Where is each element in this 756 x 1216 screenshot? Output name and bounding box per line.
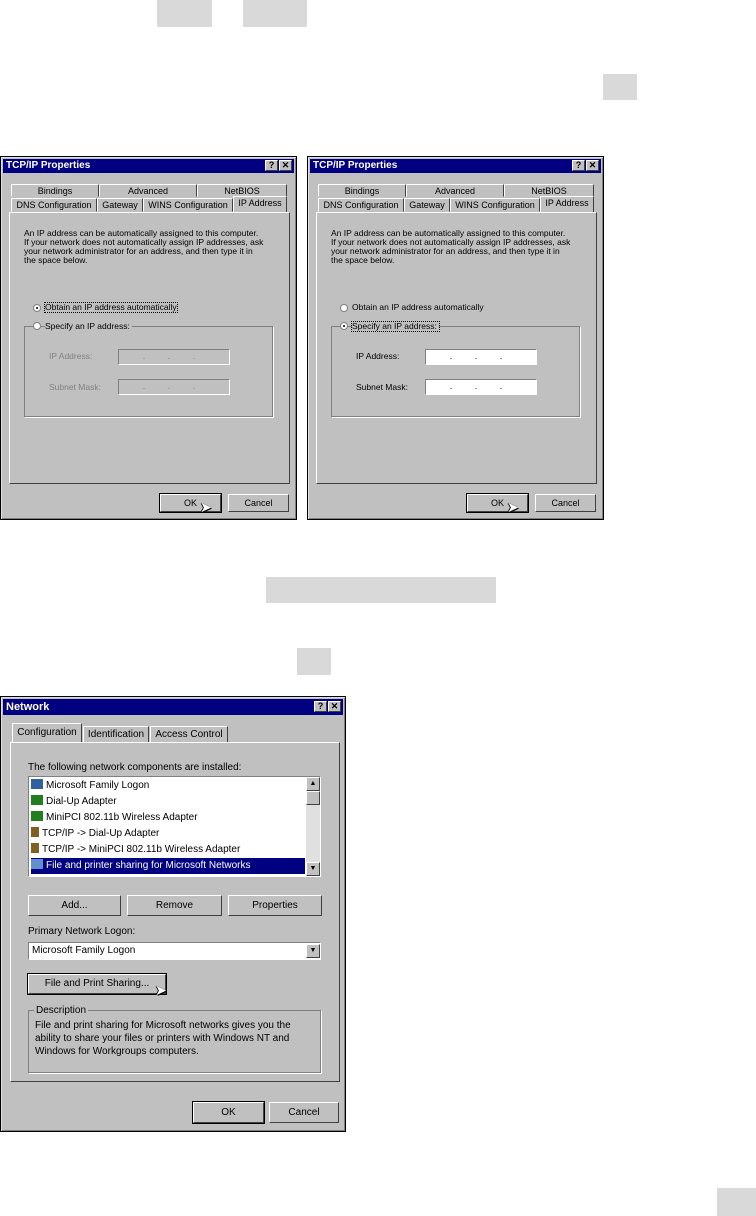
description-line-3: Windows for Workgroups computers. [35,1046,199,1057]
protocol-icon [31,843,39,853]
ok-button[interactable]: OK [193,1102,264,1123]
info-line-3: your network administrator for an address, and then type it in [24,246,253,256]
description-label: Description [36,1005,87,1016]
subnet-mask-label: Subnet Mask: [356,382,408,392]
radio-obtain-auto-label[interactable]: Obtain an IP address automatically [352,302,484,312]
info-line-1: An IP address can be automatically assigned to this computer. [24,228,259,238]
info-line-4: the space below. [24,255,88,265]
tab-ip-address[interactable]: IP Address [540,196,594,213]
highlight-3 [603,74,637,100]
radio-obtain-auto[interactable] [33,304,41,312]
mouse-pointer-icon: ➤ [507,499,519,515]
highlight-2 [243,0,307,27]
cancel-button[interactable]: Cancel [269,1102,339,1123]
radio-specify-ip-label[interactable]: Specify an IP address: [45,321,130,331]
adapter-icon [31,811,43,821]
tab-netbios[interactable]: NetBIOS [504,184,594,197]
radio-specify-ip[interactable] [340,322,348,330]
close-button[interactable]: ✕ [586,160,599,171]
tcpip-dialog-automatic [0,156,297,520]
scroll-up-icon[interactable]: ▲ [306,777,320,791]
ip-address-label: IP Address: [356,351,400,361]
highlight-4 [266,577,496,603]
mouse-pointer-icon: ➤ [155,982,167,998]
dialog-title: TCP/IP Properties [6,160,91,171]
mouse-pointer-icon: ➤ [200,499,212,515]
info-line-1: An IP address can be automatically assigned to this computer. [331,228,566,238]
remove-button[interactable]: Remove [127,895,222,916]
tcpip-dialog-specify [307,156,604,520]
tab-netbios[interactable]: NetBIOS [197,184,287,197]
title-bar [3,159,294,173]
close-button[interactable]: ✕ [328,701,341,712]
tab-access-control[interactable]: Access Control [150,726,228,743]
components-list[interactable] [28,776,321,877]
properties-button[interactable]: Properties [228,895,322,916]
components-label: The following network components are installed: [28,762,242,773]
scrollbar[interactable] [306,777,320,876]
title-bar [3,699,343,715]
network-dialog [0,696,346,1132]
list-item[interactable]: TCP/IP -> Dial-Up Adapter [31,826,305,842]
add-button[interactable]: Add... [28,895,121,916]
radio-specify-ip-label[interactable]: Specify an IP address: [352,321,437,331]
list-item[interactable]: Microsoft Family Logon [31,778,305,794]
tab-advanced[interactable]: Advanced [99,184,197,197]
ip-address-label: IP Address: [49,351,93,361]
ip-group [24,326,273,417]
info-line-4: the space below. [331,255,395,265]
primary-logon-label: Primary Network Logon: [28,926,136,937]
cancel-button[interactable]: Cancel [535,494,596,512]
help-button[interactable]: ? [572,160,585,171]
protocol-icon [31,827,39,837]
tab-configuration[interactable]: Configuration [12,723,82,743]
description-line-2: ability to share your files or printers with Windows NT and [35,1033,290,1044]
subnet-mask-field[interactable]: . . . [425,379,537,395]
dialog-title: Network [6,701,50,713]
radio-specify-ip[interactable] [33,322,41,330]
radio-obtain-auto[interactable] [340,304,348,312]
close-button[interactable]: ✕ [279,160,292,171]
list-item[interactable]: MiniPCI 802.11b Wireless Adapter [31,810,305,826]
tab-dns-configuration[interactable]: DNS Configuration [11,198,97,212]
highlight-1 [157,0,212,27]
description-line-1: File and print sharing for Microsoft networks gives you the [35,1020,291,1031]
adapter-icon [31,795,43,805]
scroll-thumb[interactable] [306,791,320,805]
help-button[interactable]: ? [265,160,278,171]
ip-address-field[interactable]: . . . [118,349,230,365]
tab-advanced[interactable]: Advanced [406,184,504,197]
ip-group [331,326,580,417]
list-item[interactable]: TCP/IP -> MiniPCI 802.11b Wireless Adapter [31,842,305,858]
info-line-2: If your network does not automatically assign IP addresses, ask [331,237,571,247]
computer-icon [31,779,43,789]
tab-gateway[interactable]: Gateway [97,198,143,212]
list-item[interactable]: Dial-Up Adapter [31,794,305,810]
highlight-6 [717,1188,756,1216]
tab-wins-configuration[interactable]: WINS Configuration [143,198,233,212]
sharing-service-icon [31,859,43,869]
tab-identification[interactable]: Identification [83,726,149,743]
cancel-button[interactable]: Cancel [228,494,289,512]
scroll-down-icon[interactable]: ▼ [306,862,320,876]
subnet-mask-field[interactable]: . . . [118,379,230,395]
file-print-sharing-button[interactable]: File and Print Sharing... [28,974,166,994]
tab-gateway[interactable]: Gateway [404,198,450,212]
tab-bindings[interactable]: Bindings [11,184,99,197]
list-item[interactable]: File and printer sharing for Microsoft Networks [31,858,305,874]
chevron-down-icon[interactable]: ▼ [306,944,320,958]
title-bar [310,159,601,173]
primary-logon-select[interactable]: Microsoft Family Logon ▼ [28,942,321,960]
help-button[interactable]: ? [314,701,327,712]
subnet-mask-label: Subnet Mask: [49,382,101,392]
info-line-3: your network administrator for an address, and then type it in [331,246,560,256]
tab-bindings[interactable]: Bindings [318,184,406,197]
ok-button[interactable]: OK [160,494,221,512]
tab-dns-configuration[interactable]: DNS Configuration [318,198,404,212]
radio-obtain-auto-label[interactable]: Obtain an IP address automatically [45,302,177,312]
ip-address-field[interactable]: . . . [425,349,537,365]
highlight-5 [297,648,331,675]
tab-ip-address[interactable]: IP Address [233,196,287,213]
ok-button[interactable]: OK [467,494,528,512]
dialog-title: TCP/IP Properties [313,160,398,171]
info-line-2: If your network does not automatically assign IP addresses, ask [24,237,264,247]
tab-wins-configuration[interactable]: WINS Configuration [450,198,540,212]
